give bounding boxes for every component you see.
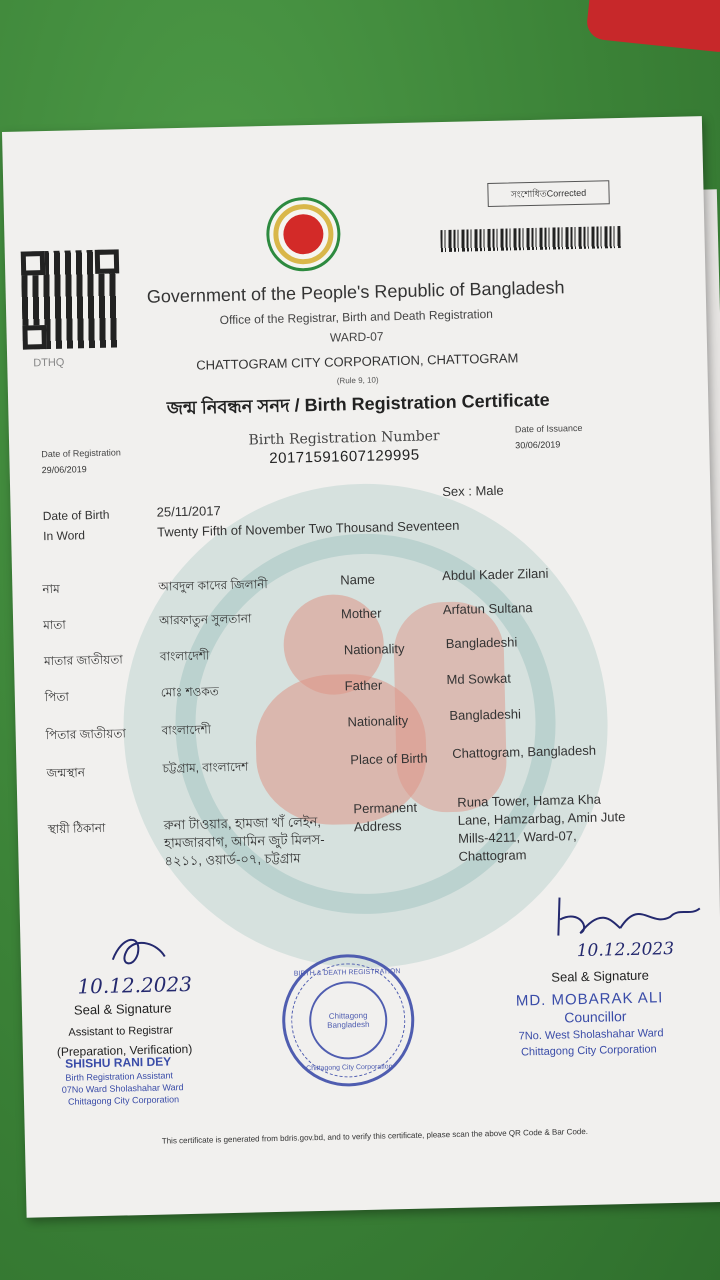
right-signature-date: 10.12.2023	[576, 938, 675, 962]
assistant-stamp-line2: 07No Ward Sholashahar Ward	[61, 1082, 184, 1095]
dob-in-words: Twenty Fifth of November Two Thousand Seventeen	[156, 517, 460, 540]
government-heading: Government of the People's Republic of Bangladesh	[146, 277, 565, 307]
office-line: Office of the Registrar, Birth and Death Registration	[219, 306, 494, 328]
footer-note: This certificate is generated from bdris.gov.bd, and to verify this certificate, please scan the above QR Code & Bar Code.	[161, 1126, 589, 1146]
mother-nationality-bn-value: বাংলাদেশী	[159, 648, 210, 664]
name-label: Name	[340, 571, 376, 588]
councillor-name: MD. MOBARAK ALI	[515, 989, 664, 1010]
right-seal-label: Seal & Signature	[551, 967, 650, 985]
mother-nationality-bn-label: মাতার জাতীয়তা	[43, 652, 123, 669]
issuance-date-label: Date of Issuance	[514, 422, 583, 435]
registration-number: 20171591607129995	[269, 446, 420, 468]
in-word-label: In Word	[43, 528, 86, 544]
name-bn-value: আবদুল কাদের জিলানী	[158, 577, 268, 594]
government-emblem	[266, 196, 342, 272]
father-bn-label: পিতা	[44, 689, 70, 705]
birthplace-bn-value: চট্টগ্রাম, বাংলাদেশ	[162, 759, 249, 776]
birthplace-bn-label: জন্মস্থান	[46, 765, 86, 781]
father-nationality-bn-value: বাংলাদেশী	[161, 722, 212, 738]
official-seal: BIRTH & DEATH REGISTRATION Chittagong Bangladesh Chittagong City Corporation	[281, 953, 416, 1088]
registration-number-label: Birth Registration Number	[248, 428, 440, 449]
qr-code	[21, 249, 121, 349]
rule-line: (Rule 9, 10)	[336, 375, 379, 386]
father-label: Father	[344, 677, 383, 694]
mother-bn-value: আরফাতুন সুলতানা	[158, 611, 252, 628]
corporation-line: CHATTOGRAM CITY CORPORATION, CHATTOGRAM	[196, 350, 519, 373]
address-bn-label: স্থায়ী ঠিকানা	[47, 820, 106, 837]
councillor-corporation: Chittagong City Corporation	[520, 1043, 657, 1059]
assistant-role: Assistant to Registrar	[68, 1024, 174, 1039]
mother-value: Arfatun Sultana	[442, 600, 533, 618]
councillor-title: Councillor	[564, 1008, 627, 1026]
left-seal-label: Seal & Signature	[73, 1000, 172, 1018]
name-bn-label: নাম	[42, 581, 60, 597]
certificate-title: জন্ম নিবন্ধন সনদ / Birth Registration Certificate	[166, 389, 550, 419]
right-signature	[549, 886, 710, 946]
corrected-badge: সংশোধিতCorrected	[487, 180, 610, 207]
registration-date: 29/06/2019	[41, 464, 87, 476]
left-signature-date: 10.12.2023	[77, 971, 193, 999]
dob-value: 25/11/2017	[156, 503, 221, 520]
left-signature	[102, 928, 173, 974]
barcode	[440, 226, 620, 252]
address-bn-value: রুনা টাওয়ার, হামজা খাঁ লেইন, হামজারবাগ, আমিন জুট মিলস- ৪২১১, ওয়ার্ড-০৭, চট্টগ্রাম	[163, 813, 325, 869]
father-bn-value: মোঃ শওকত	[160, 684, 219, 700]
father-nationality-bn-label: পিতার জাতীয়তা	[45, 726, 127, 743]
birthplace-label: Place of Birth	[350, 750, 428, 768]
qr-label: DTHQ	[33, 356, 65, 370]
father-nationality-label: Nationality	[347, 712, 409, 730]
assistant-sub-role: (Preparation, Verification)	[56, 1041, 193, 1059]
registration-date-label: Date of Registration	[41, 447, 121, 460]
councillor-ward: 7No. West Sholashahar Ward	[518, 1027, 664, 1043]
father-value: Md Sowkat	[446, 670, 512, 688]
birthplace-value: Chattogram, Bangladesh	[452, 742, 597, 761]
mother-nationality-value: Bangladeshi	[445, 634, 518, 652]
sex-value: Sex : Male	[442, 482, 504, 500]
mother-label: Mother	[340, 605, 382, 622]
father-nationality-value: Bangladeshi	[449, 706, 522, 723]
name-value: Abdul Kader Zilani	[442, 565, 549, 584]
issuance-date: 30/06/2019	[515, 439, 561, 451]
assistant-stamp-name: SHISHU RANI DEY	[64, 1054, 172, 1071]
address-value: Runa Tower, Hamza Kha Lane, Hamzarbag, Amin Jute Mills-4211, Ward-07, Chattogram	[457, 791, 626, 864]
assistant-stamp-line1: Birth Registration Assistant	[65, 1070, 174, 1083]
ward-line: WARD-07	[329, 329, 384, 345]
mother-nationality-label: Nationality	[343, 641, 405, 658]
assistant-stamp-line3: Chittagong City Corporation	[67, 1094, 180, 1107]
birth-certificate	[2, 116, 720, 1218]
address-label: Permanent Address	[353, 799, 418, 835]
dob-label: Date of Birth	[42, 507, 110, 524]
mother-bn-label: মাতা	[43, 617, 66, 633]
